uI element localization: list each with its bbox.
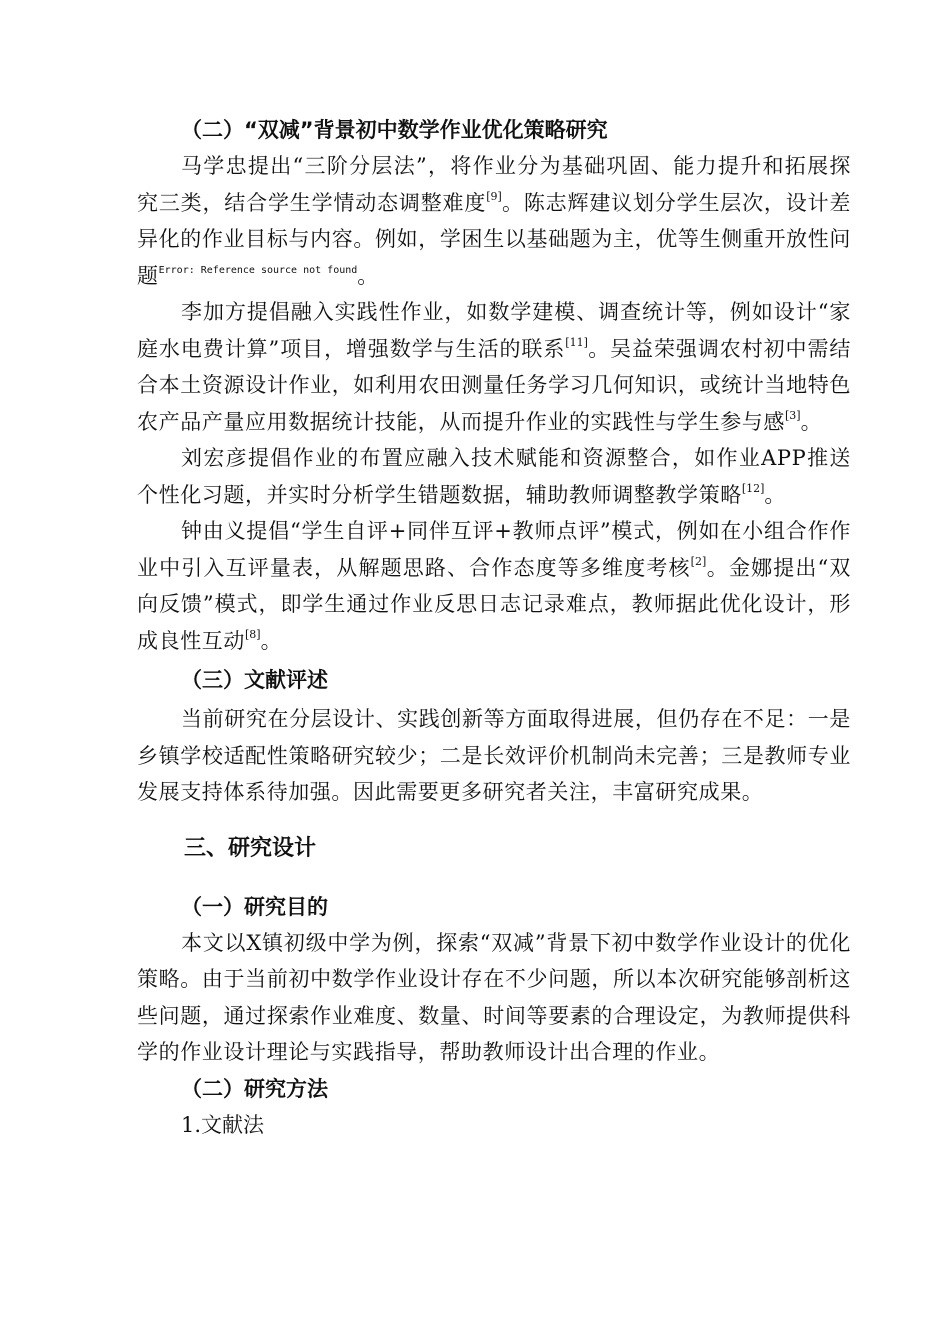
paragraph-text: 。金娜提出“双向反馈”模式，即学生通过作业反思日志记录难点，教师据此优化设计，形成良性互动 [137,555,852,653]
paragraph-evaluation-homework [137,513,851,659]
paragraph-text: 。 [260,628,283,653]
citation-ref: [11] [565,335,588,349]
paragraph-literature-review: 当前研究在分层设计、实践创新等方面取得进展，但仍存在不足：一是乡镇学校适配性策略研究较少；二是长效评价机制尚未完善；三是教师专业发展支持体系待加强。因此需要更多研究者关注，丰富研究成果。 [137,707,851,804]
paragraph-text: 马学忠提出“三阶分层法”，将作业分为基础巩固、能力提升和拓展探究三类，结合学生学情动态调整难度 [137,154,851,215]
paragraph-text: 。 [800,409,823,434]
paragraph-text: 。吴益荣强调农村初中需结合本土资源设计作业，如利用农田测量任务学习几何知识，或统计当地特色农产品产量应用数据统计技能，从而提升作业的实践性与学生参与感 [137,336,851,434]
paragraph-layered-homework [137,148,851,294]
document-page [137,112,851,1143]
list-item-literature-method: 1.文献法 [181,1112,265,1137]
section-heading-strategies: （二）“双减”背景初中数学作业优化策略研究 [181,118,608,142]
paragraph-research-purpose: 本文以X镇初级中学为例，探索“双减”背景下初中数学作业设计的优化策略。由于当前初中数学作业设计存在不少问题，所以本次研究能够剖析这些问题，通过探索作业难度、数量、时间等要素的合理设定，为教师提供科学的作业设计理论与实践指导，帮助教师设计出合理的作业。 [137,930,851,1064]
paragraph-technology-homework [137,440,851,513]
citation-ref: [3] [785,408,801,422]
paragraph-text: 李加方提倡融入实践性作业，如数学建模、调查统计等，例如设计“家庭水电费计算”项目，增强数学与生活的联系 [137,300,851,361]
paragraph-text: 刘宏彦提倡作业的布置应融入技术赋能和资源整合，如作业APP推送个性化习题，并实时分析学生错题数据，辅助教师调整教学策略 [137,446,851,507]
section-heading-literature-review: （三）文献评述 [181,668,328,692]
paragraph-text: 钟由义提倡“学生自评+同伴互评+教师点评”模式，例如在小组合作作业中引入互评量表，从解题思路、合作态度等多维度考核 [137,519,851,580]
citation-ref: [8] [245,627,261,641]
paragraph-text: 。 [357,263,379,288]
section-heading-research-methods: （二）研究方法 [181,1076,328,1101]
citation-ref: [9] [486,189,502,203]
citation-ref: [2] [690,554,707,568]
paragraph-text: 。 [764,482,787,507]
paragraph-text: 。陈志辉建议划分学生层次，设计差异化的作业目标与内容。例如，学困生以基础题为主，优等生侧重开放性问题 [137,190,851,288]
section-heading-research-design: 三、研究设计 [184,835,317,861]
paragraph-practical-homework [137,294,851,440]
section-heading-research-purpose: （一）研究目的 [181,894,328,919]
reference-error: Error: Reference source not found [158,264,358,276]
citation-ref: [12] [741,481,765,495]
